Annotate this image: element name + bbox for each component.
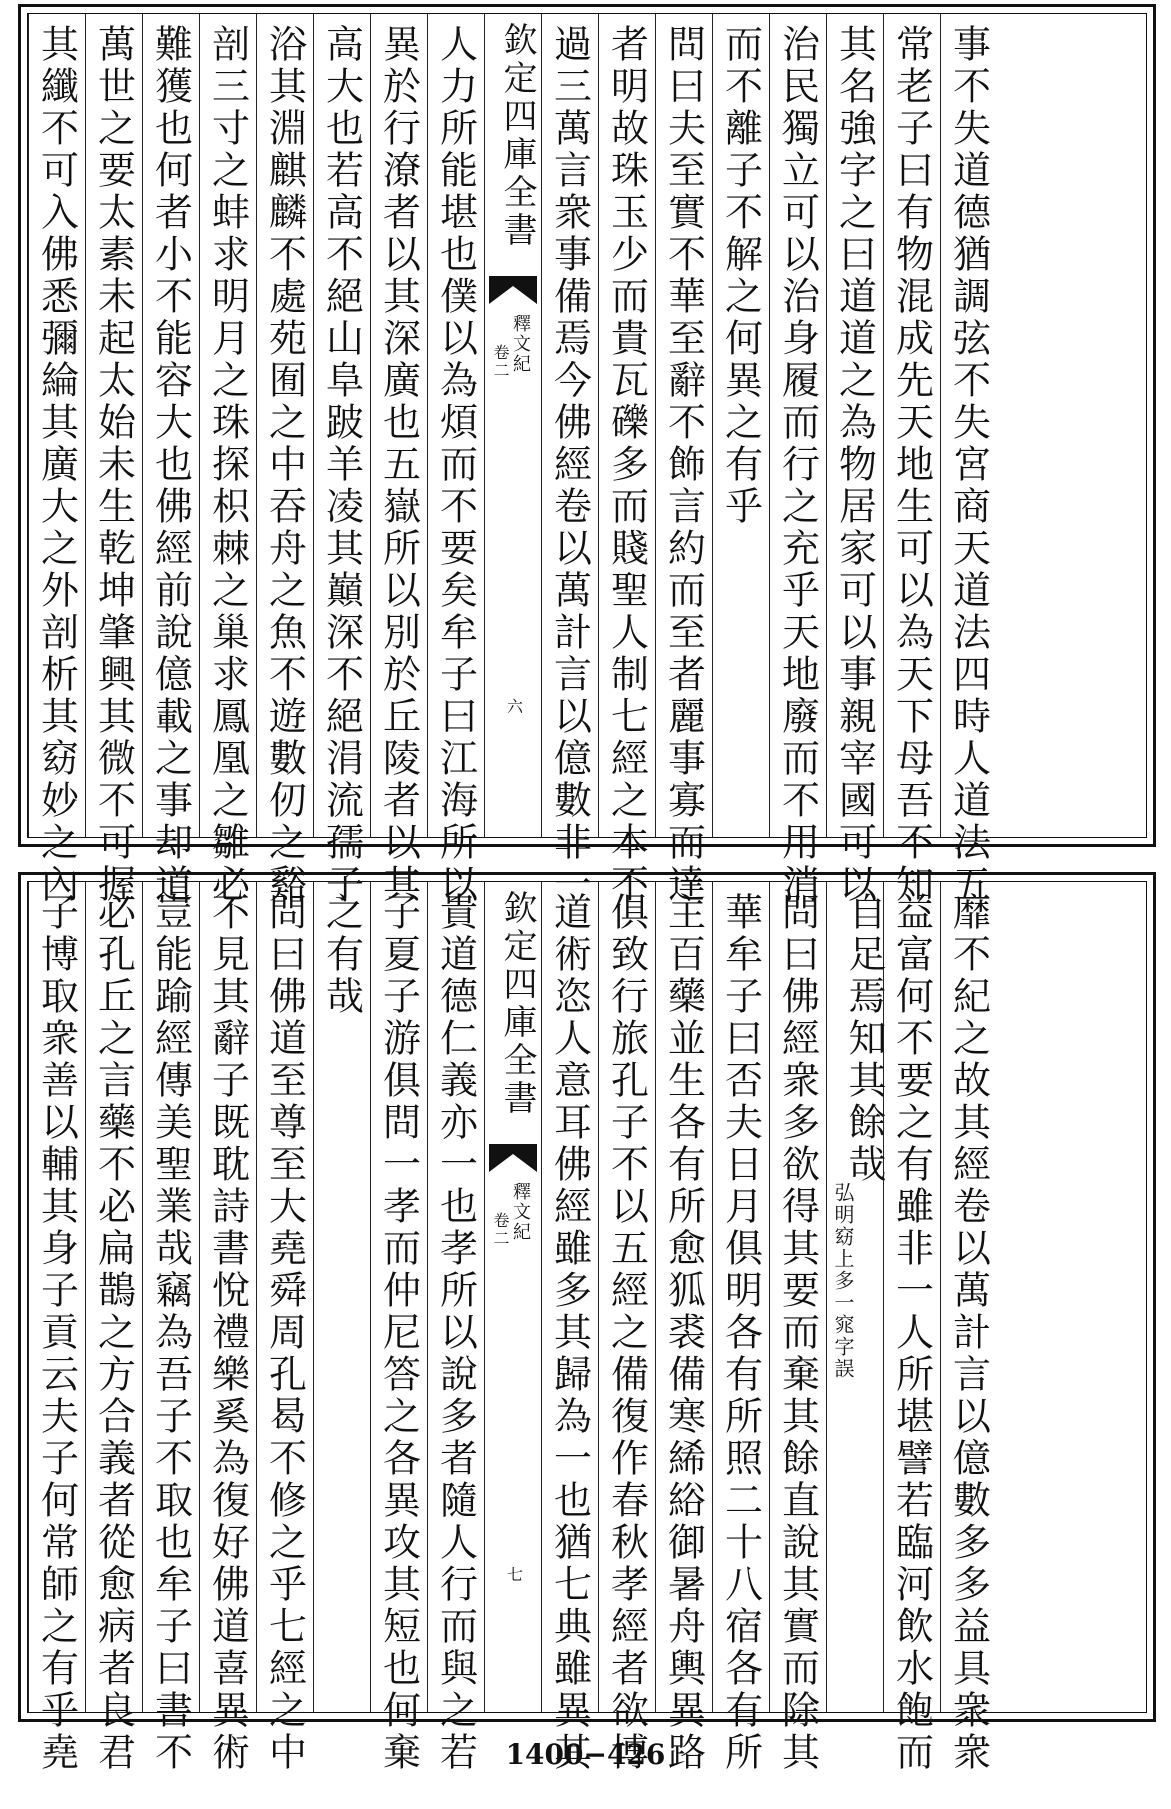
- text-column: [655, 14, 711, 906]
- text-column: [28, 882, 84, 1774]
- volume-label: 卷二: [491, 1212, 510, 1248]
- text-column: [28, 14, 84, 906]
- column-text: 益富何不要之有雖非一人所堪譬若臨河飲水飽而: [889, 892, 934, 1774]
- column-text: 道術恣人意耳佛經雖多其歸為一也猶七典雖異其: [547, 892, 592, 1774]
- center-band: [484, 14, 540, 837]
- text-column: [940, 882, 996, 1774]
- section-label: 釋文紀: [510, 1182, 531, 1242]
- column-text: 問曰夫至實不華至辭不飾言約而至者麗事寡而達: [661, 24, 706, 906]
- text-column: [199, 14, 255, 906]
- column-text: 自足焉知其餘哉: [842, 892, 886, 1186]
- column-text: 俱致行旅孔子不以五經之備復作春秋孝經者欲博: [604, 892, 649, 1774]
- column-text: 子夏子游俱問一孝而仲尼答之各異攻其短也何棄: [376, 892, 421, 1774]
- folio-number: 七: [507, 1565, 524, 1584]
- column-text: 人力所能堪也僕以為煩而不要矣牟子曰江海所以: [433, 24, 478, 906]
- top-page-frame: [27, 13, 1147, 906]
- column-text: 問曰佛道至尊至大堯舜周孔曷不修之乎七經之中: [262, 892, 307, 1774]
- column-text: 主百藥並生各有所愈狐裘備寒絺綌御暑舟輿異路: [661, 892, 706, 1774]
- column-text: 子博取衆善以輔其身子貢云夫子何常師之有乎堯: [34, 892, 79, 1774]
- fish-tail-mark: [489, 1144, 537, 1172]
- section-label: 釋文紀: [510, 314, 531, 374]
- column-text: 豈能踰經傳美聖業哉竊為吾子不取也牟子曰書不: [148, 892, 193, 1774]
- text-column: [940, 14, 996, 906]
- text-column: [142, 14, 198, 906]
- column-text: 異於行潦者以其深廣也五嶽所以別於丘陵者以其: [376, 24, 421, 906]
- column-text: 難獲也何者小不能容大也佛經前說億載之事却道: [148, 24, 193, 906]
- text-column: [427, 882, 483, 1774]
- column-text: 者明故珠玉少而貴瓦礫多而賤聖人制七經之本不: [604, 24, 649, 906]
- text-column: [541, 882, 597, 1774]
- text-column: [883, 14, 939, 906]
- column-text: 華牟子曰否夫日月俱明各有所照二十八宿各有所: [718, 892, 763, 1774]
- text-column: [655, 882, 711, 1774]
- text-column: [85, 14, 141, 906]
- column-text: 不見其辭子既耽詩書悅禮樂奚為復好佛道喜異術: [205, 892, 250, 1774]
- text-column: [712, 14, 768, 837]
- text-column: [313, 14, 369, 906]
- text-column: [769, 882, 825, 1774]
- column-text: 之有哉: [319, 892, 364, 1018]
- fish-tail-mark: [489, 276, 537, 304]
- text-column: [883, 882, 939, 1774]
- book-title: 欽定四庫全書: [497, 22, 537, 250]
- book-title: 欽定四庫全書: [497, 890, 537, 1118]
- column-text: 常老子曰有物混成先天地生可以為天下母吾不知: [889, 24, 934, 906]
- top-page: [18, 4, 1156, 906]
- column-text: 事不失道德猶調弦不失宮商天道法四時人道法五: [946, 24, 991, 906]
- text-column: [313, 882, 369, 1712]
- text-column: [769, 14, 825, 906]
- text-column: [370, 14, 426, 906]
- text-column: [370, 882, 426, 1774]
- text-column: [826, 882, 886, 1712]
- column-text: 浴其淵麒麟不處苑囿之中吞舟之魚不遊數仞之谿: [262, 24, 307, 906]
- annotation-note: 弘明窈上多一窕字誤: [831, 1182, 855, 1380]
- text-column: [142, 882, 198, 1774]
- column-text: 高大也若高不絕山阜跛羊凌其巔深不絕涓流孺子: [319, 24, 364, 906]
- column-text: 過三萬言衆事備焉今佛經卷以萬計言以億數非一: [547, 24, 592, 906]
- folio-number: 六: [507, 697, 524, 716]
- text-column: [199, 882, 255, 1774]
- column-text: 其纖不可入佛悉彌綸其廣大之外剖析其窈妙之內: [34, 24, 79, 906]
- text-column: [826, 14, 882, 906]
- column-text: 萬世之要太素未起太始未生乾坤肇興其微不可握: [91, 24, 136, 906]
- column-text: 而不離子不解之何異之有乎: [718, 24, 763, 528]
- column-text: 貴道德仁義亦一也孝所以說多者隨人行而與之若: [433, 892, 478, 1774]
- page-footer-number: 1400−426: [505, 1738, 666, 1771]
- text-column: [598, 882, 654, 1774]
- column-text: 問曰佛經衆多欲得其要而棄其餘直說其實而除其: [775, 892, 820, 1774]
- text-column: [541, 14, 597, 906]
- column-text: 必孔丘之言藥不必扁鵲之方合義者從愈病者良君: [91, 892, 136, 1774]
- text-column: [256, 14, 312, 906]
- text-column: [85, 882, 141, 1774]
- text-column: [712, 882, 768, 1774]
- volume-label: 卷二: [491, 344, 510, 380]
- text-column: [598, 14, 654, 906]
- center-band: [484, 882, 540, 1712]
- column-text: 治民獨立可以治身履而行之充乎天地廢而不用消: [775, 24, 820, 906]
- text-column: [427, 14, 483, 906]
- text-column: [256, 882, 312, 1774]
- column-text: 靡不紀之故其經卷以萬計言以億數多多益具衆衆: [946, 892, 991, 1774]
- column-text: 剖三寸之蚌求明月之珠探枳棘之巢求鳳凰之雛必: [205, 24, 250, 906]
- column-text: 其名強字之曰道道之為物居家可以事親宰國可以: [832, 24, 877, 906]
